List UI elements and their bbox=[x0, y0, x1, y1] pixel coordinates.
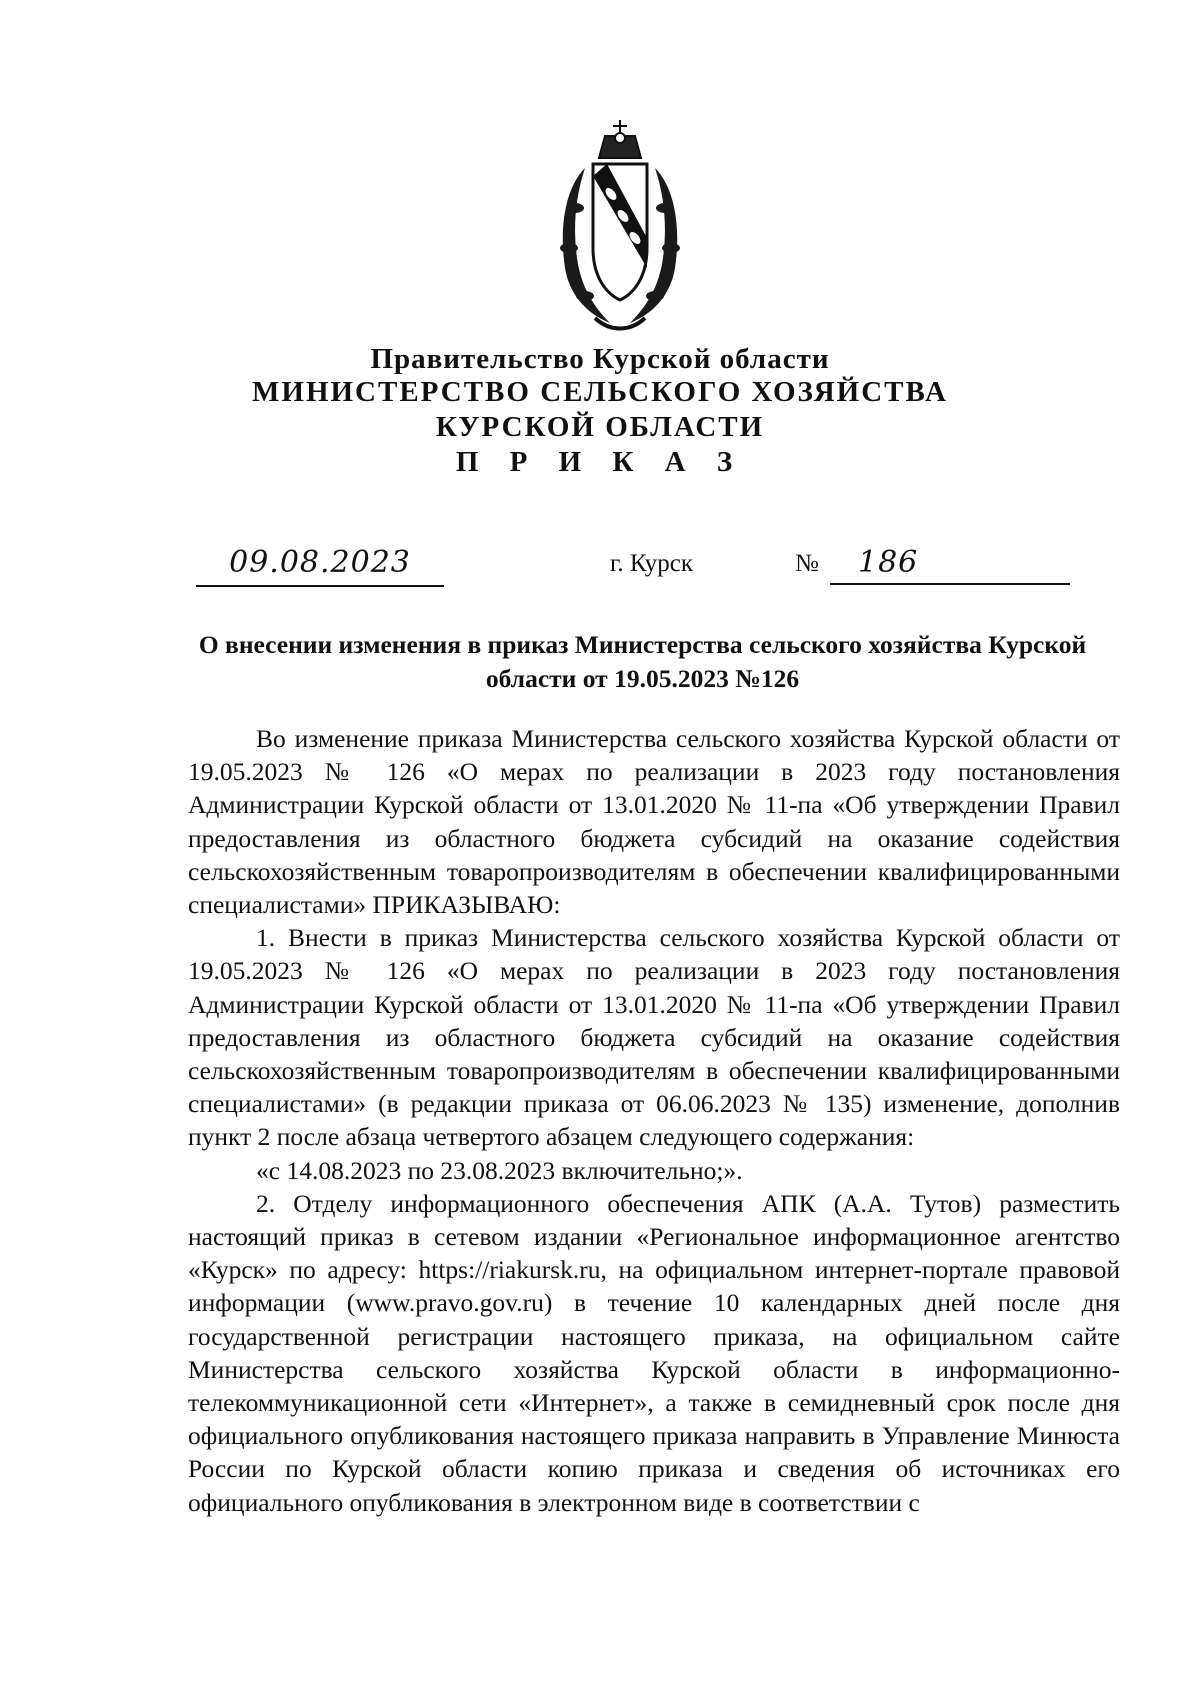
document-title: О внесении изменения в приказ Министерства сельского хозяйства Курской области от 19.05.2023 №126 bbox=[198, 630, 1087, 693]
order-number: 186 bbox=[830, 545, 1070, 585]
order-city: г. Курск bbox=[610, 550, 693, 577]
item-1-paragraph: 1. Внести в приказ Министерства сельского хозяйства Курской области от 19.05.2023 № 126 «О мерах по реализации в 2023 году постановления Администрации Курской области от 13.01.2020 № 11-па «Об утверждении Правил предоставления из областного бюджета субсидий на оказание содействия сельскохозяйственным товаропроизводителям в обеспечении квалифицированными специалистами» (в редакции приказа от 06.06.2023 № 135) изменение, дополнив пункт 2 после абзаца четвертого абзацем следующего содержания: bbox=[188, 923, 1120, 1152]
item-2-paragraph: 2. Отделу информационного обеспечения АПК (А.А. Тутов) разместить настоящий приказ в сетевом издании «Региональное информационное агентство «Курск» по адресу: https://riakursk.ru, на официальном интернет-портале правовой информации (www.pravo.gov.ru) в течение 10 календарных дней после дня государственной регистрации настоящего приказа, на официальном сайте Министерства сельского хозяйства Курской области в информационно-телекоммуникационной сети «Интернет», а также в семидневный срок после дня официального опубликования настоящего приказа направить в Управление Минюста России по Курской области копию приказа и сведения об источниках его официального опубликования в электронном виде в соответствии с bbox=[188, 1188, 1120, 1517]
number-label: № bbox=[795, 550, 819, 577]
document-body bbox=[188, 722, 1120, 1519]
document-type: П Р И К А З bbox=[455, 446, 745, 478]
coat-of-arms-emblem bbox=[555, 118, 685, 338]
ministry-name-line2: КУРСКОЙ ОБЛАСТИ bbox=[435, 411, 765, 443]
ministry-name-line1: МИНИСТЕРСТВО СЕЛЬСКОГО ХОЗЯЙСТВА bbox=[252, 376, 948, 408]
item-1-quote: «с 14.08.2023 по 23.08.2023 включительно;». bbox=[256, 1155, 743, 1185]
intro-paragraph: Во изменение приказа Министерства сельского хозяйства Курской области от 19.05.2023 № 126 «О мерах по реализации в 2023 году постановления Администрации Курской области от 13.01.2020 № 11-па «Об утверждении Правил предоставления из областного бюджета субсидий на оказание содействия сельскохозяйственным товаропроизводителям в обеспечении квалифицированными специалистами» ПРИКАЗЫВАЮ: bbox=[188, 724, 1120, 920]
order-date: 09.08.2023 bbox=[196, 545, 444, 587]
government-name: Правительство Курской области bbox=[370, 343, 830, 375]
